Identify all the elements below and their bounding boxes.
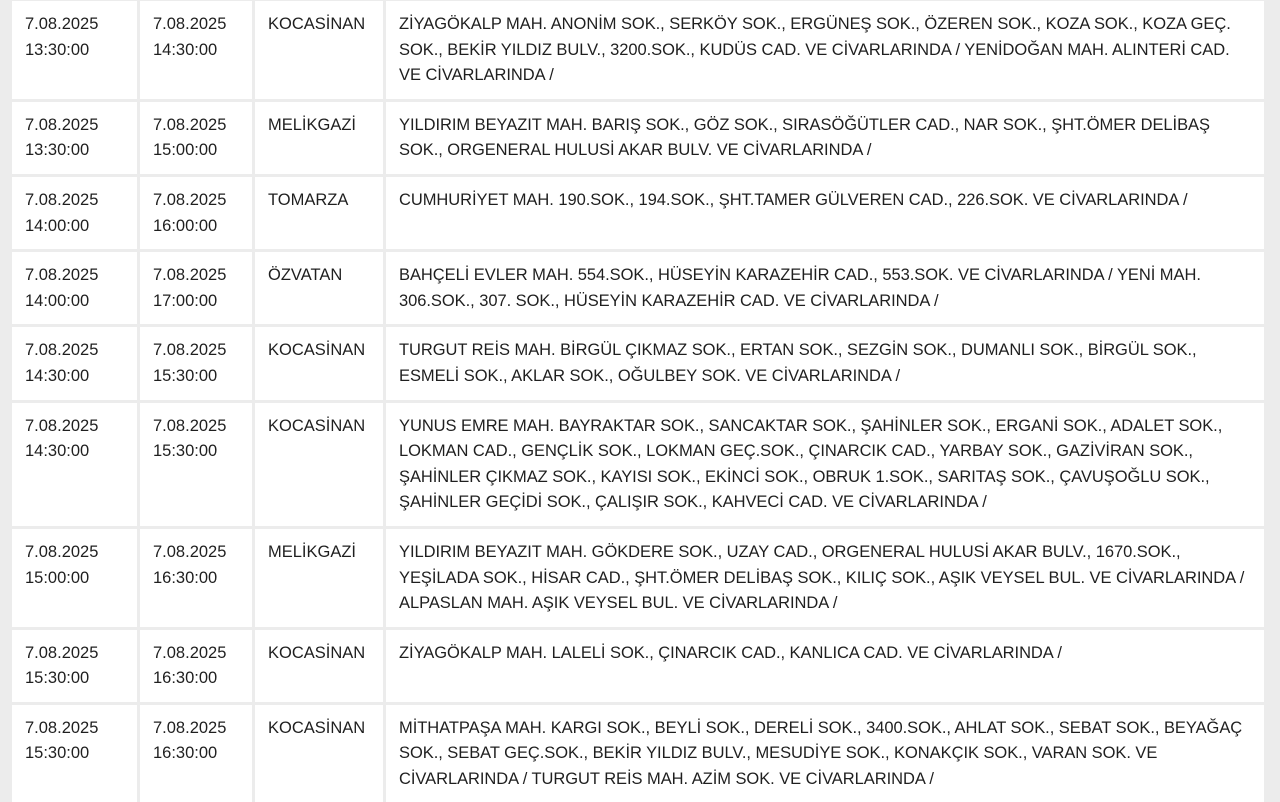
end-cell-time: 16:00:00 — [153, 216, 218, 235]
address-cell — [386, 1, 1264, 99]
end-cell — [140, 252, 252, 324]
address-line: YILDIRIM BEYAZIT MAH. GÖKDERE SOK., UZAY CAD., ORGENERAL HULUSİ AKAR BULV., 1670.SOK., — [399, 542, 1181, 561]
address-line: ESMELİ SOK., AKLAR SOK., OĞULBEY SOK. VE CİVARLARINDA / — [399, 366, 900, 385]
address-line: YILDIRIM BEYAZIT MAH. BARIŞ SOK., GÖZ SOK., SIRASÖĞÜTLER CAD., NAR SOK., ŞHT.ÖMER DELİBAŞ — [399, 115, 1210, 134]
address-line: YEŞİLADA SOK., HİSAR CAD., ŞHT.ÖMER DELİBAŞ SOK., KILIÇ SOK., AŞIK VEYSEL BUL. VE CİVARLARINDA / — [399, 568, 1245, 587]
address-line: ŞAHİNLER ÇIKMAZ SOK., KAYISI SOK., EKİNCİ SOK., OBRUK 1.SOK., SARITAŞ SOK., ÇAVUŞOĞLU SOK., — [399, 467, 1210, 486]
end-cell-time: 15:30:00 — [153, 366, 218, 385]
end-cell-date: 7.08.2025 — [153, 15, 227, 33]
start-cell-date: 7.08.2025 — [25, 266, 99, 285]
start-cell-time: 13:30:00 — [25, 40, 90, 59]
outage-table — [9, 0, 1267, 802]
start-cell-date: 7.08.2025 — [25, 718, 99, 737]
outage-table-body — [12, 1, 1264, 802]
end-cell-date: 7.08.2025 — [153, 115, 227, 134]
table-row — [12, 327, 1264, 399]
address-cell — [386, 705, 1264, 802]
end-cell-date: 7.08.2025 — [153, 416, 227, 435]
start-cell — [12, 252, 137, 324]
start-cell-time: 13:30:00 — [25, 141, 90, 160]
start-cell-time: 14:00:00 — [25, 291, 90, 310]
district-cell: KOCASİNAN — [255, 630, 383, 702]
end-cell-time: 14:30:00 — [153, 40, 218, 59]
district-cell: MELİKGAZİ — [255, 102, 383, 174]
address-line: SOK., SEBAT GEÇ.SOK., BEKİR YILDIZ BULV., MESUDİYE SOK., KONAKÇIK SOK., VARAN SOK. VE — [399, 744, 1158, 763]
end-cell-time: 16:30:00 — [153, 744, 218, 763]
start-cell — [12, 102, 137, 174]
end-cell-date: 7.08.2025 — [153, 341, 227, 360]
start-cell — [12, 1, 137, 99]
district-cell: KOCASİNAN — [255, 1, 383, 99]
end-cell — [140, 102, 252, 174]
end-cell — [140, 403, 252, 526]
district-cell: KOCASİNAN — [255, 705, 383, 802]
start-cell — [12, 403, 137, 526]
start-cell-date: 7.08.2025 — [25, 416, 99, 435]
address-line: SOK., BEKİR YILDIZ BULV., 3200.SOK., KUDÜS CAD. VE CİVARLARINDA / YENİDOĞAN MAH. ALINTERİ CAD. — [399, 40, 1230, 59]
end-cell-date: 7.08.2025 — [153, 643, 227, 662]
district-cell: TOMARZA — [255, 177, 383, 249]
table-row — [12, 403, 1264, 526]
end-cell-time: 16:30:00 — [153, 568, 218, 587]
district-cell: KOCASİNAN — [255, 403, 383, 526]
table-row — [12, 177, 1264, 249]
address-cell — [386, 177, 1264, 249]
start-cell-time: 14:30:00 — [25, 366, 90, 385]
start-cell — [12, 705, 137, 802]
start-cell-time: 15:30:00 — [25, 744, 90, 763]
start-cell — [12, 327, 137, 399]
district-cell: MELİKGAZİ — [255, 529, 383, 627]
address-cell — [386, 403, 1264, 526]
address-line: ŞAHİNLER GEÇİDİ SOK., ÇALIŞIR SOK., KAHVECİ CAD. VE CİVARLARINDA / — [399, 493, 987, 512]
end-cell — [140, 630, 252, 702]
end-cell — [140, 1, 252, 99]
end-cell-date: 7.08.2025 — [153, 718, 227, 737]
start-cell-time: 15:30:00 — [25, 669, 90, 688]
end-cell-time: 15:30:00 — [153, 442, 218, 461]
start-cell-date: 7.08.2025 — [25, 115, 99, 134]
end-cell-time: 15:00:00 — [153, 141, 218, 160]
address-line: ZİYAGÖKALP MAH. LALELİ SOK., ÇINARCIK CAD., KANLICA CAD. VE CİVARLARINDA / — [399, 643, 1062, 662]
district-cell: ÖZVATAN — [255, 252, 383, 324]
table-row — [12, 1, 1264, 99]
address-cell — [386, 252, 1264, 324]
end-cell-date: 7.08.2025 — [153, 266, 227, 285]
table-row — [12, 705, 1264, 802]
end-cell — [140, 327, 252, 399]
address-cell — [386, 529, 1264, 627]
address-line: TURGUT REİS MAH. BİRGÜL ÇIKMAZ SOK., ERTAN SOK., SEZGİN SOK., DUMANLI SOK., BİRGÜL SOK., — [399, 341, 1197, 360]
address-line: SOK., ORGENERAL HULUSİ AKAR BULV. VE CİVARLARINDA / — [399, 141, 872, 160]
end-cell-date: 7.08.2025 — [153, 542, 227, 561]
district-cell: KOCASİNAN — [255, 327, 383, 399]
start-cell — [12, 630, 137, 702]
address-cell — [386, 327, 1264, 399]
address-line: CUMHURİYET MAH. 190.SOK., 194.SOK., ŞHT.TAMER GÜLVEREN CAD., 226.SOK. VE CİVARLARINDA / — [399, 190, 1188, 209]
address-line: ZİYAGÖKALP MAH. ANONİM SOK., SERKÖY SOK., ERGÜNEŞ SOK., ÖZEREN SOK., KOZA SOK., KOZA GEÇ. — [399, 15, 1231, 33]
start-cell-date: 7.08.2025 — [25, 341, 99, 360]
table-row — [12, 252, 1264, 324]
address-line: CİVARLARINDA / TURGUT REİS MAH. AZİM SOK. VE CİVARLARINDA / — [399, 770, 934, 789]
end-cell — [140, 705, 252, 802]
table-row — [12, 102, 1264, 174]
start-cell-date: 7.08.2025 — [25, 15, 99, 33]
table-row — [12, 529, 1264, 627]
end-cell-time: 16:30:00 — [153, 669, 218, 688]
start-cell — [12, 177, 137, 249]
start-cell — [12, 529, 137, 627]
start-cell-time: 14:00:00 — [25, 216, 90, 235]
address-line: LOKMAN CAD., GENÇLİK SOK., LOKMAN GEÇ.SOK., ÇINARCIK CAD., YARBAY SOK., GAZİVİRAN SOK., — [399, 442, 1193, 461]
table-row — [12, 630, 1264, 702]
end-cell-date: 7.08.2025 — [153, 190, 227, 209]
address-line: 306.SOK., 307. SOK., HÜSEYİN KARAZEHİR CAD. VE CİVARLARINDA / — [399, 291, 939, 310]
address-line: ALPASLAN MAH. AŞIK VEYSEL BUL. VE CİVARLARINDA / — [399, 594, 838, 613]
address-cell — [386, 102, 1264, 174]
end-cell — [140, 177, 252, 249]
address-line: YUNUS EMRE MAH. BAYRAKTAR SOK., SANCAKTAR SOK., ŞAHİNLER SOK., ERGANİ SOK., ADALET SOK., — [399, 416, 1223, 435]
start-cell-date: 7.08.2025 — [25, 643, 99, 662]
start-cell-time: 15:00:00 — [25, 568, 90, 587]
start-cell-date: 7.08.2025 — [25, 190, 99, 209]
start-cell-time: 14:30:00 — [25, 442, 90, 461]
address-line: MİTHATPAŞA MAH. KARGI SOK., BEYLİ SOK., DERELİ SOK., 3400.SOK., AHLAT SOK., SEBAT SOK., BEYAĞAÇ — [399, 718, 1243, 737]
address-line: BAHÇELİ EVLER MAH. 554.SOK., HÜSEYİN KARAZEHİR CAD., 553.SOK. VE CİVARLARINDA / YENİ MAH. — [399, 266, 1201, 285]
end-cell — [140, 529, 252, 627]
address-line: VE CİVARLARINDA / — [399, 66, 554, 85]
address-cell — [386, 630, 1264, 702]
end-cell-time: 17:00:00 — [153, 291, 218, 310]
start-cell-date: 7.08.2025 — [25, 542, 99, 561]
